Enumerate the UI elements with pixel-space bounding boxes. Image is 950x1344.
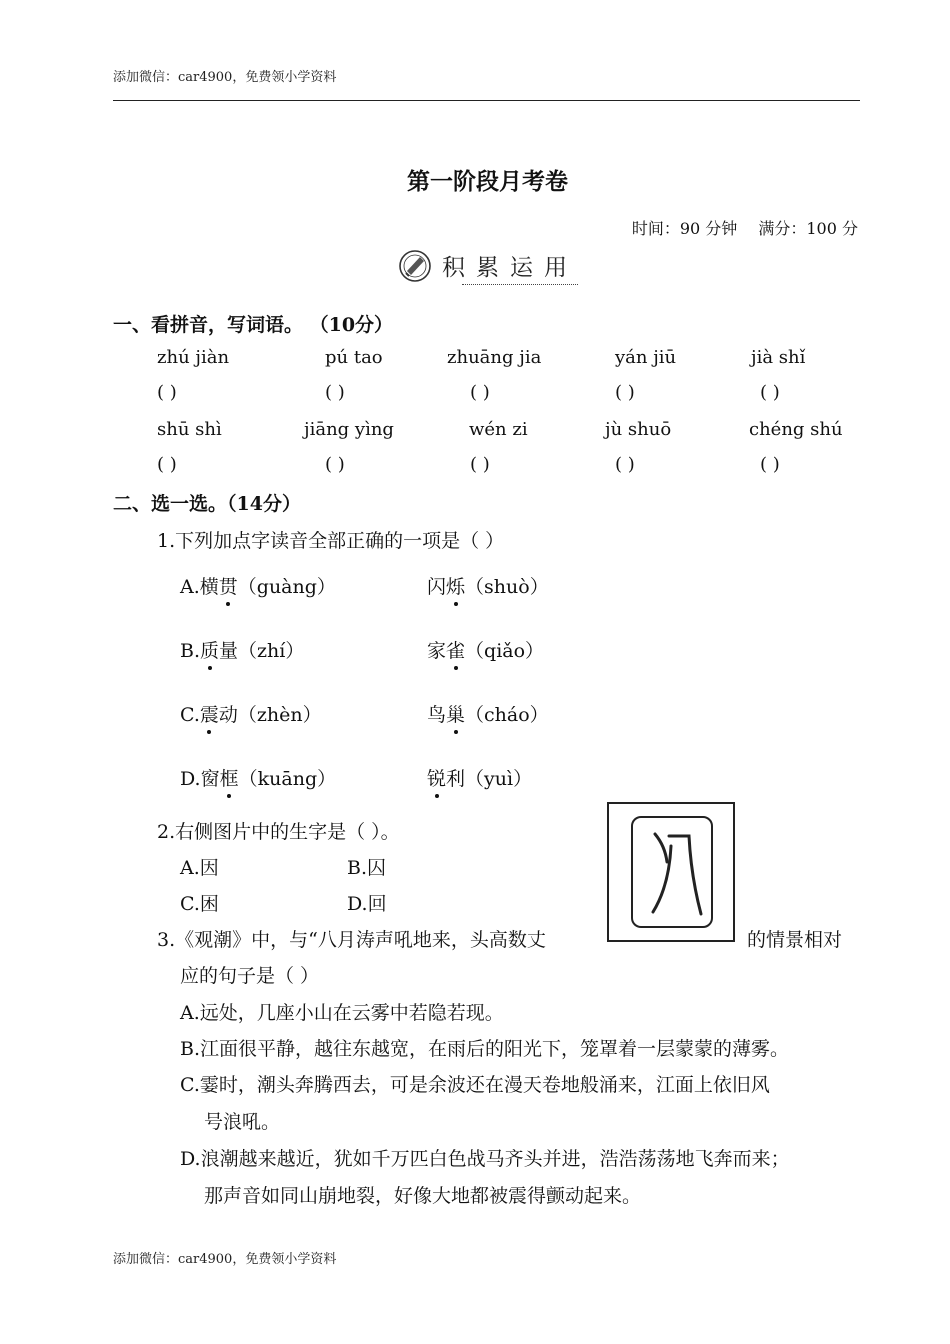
pinyin-9: jù shuō <box>605 419 672 440</box>
banner-label: 积累运用 <box>442 255 578 281</box>
exam-time: 时间：90 分钟 <box>631 219 738 238</box>
option-text: 闪 <box>427 576 447 598</box>
answer-blank[interactable]: ( ) <box>325 382 345 403</box>
q3-option-d-cont: 那声音如同山崩地裂，好像大地都被震得颤动起来。 <box>204 1185 642 1207</box>
q1-option-b-word1[interactable] <box>180 636 304 663</box>
option-text: 利（yuì） <box>446 768 533 790</box>
seal-glyph <box>631 816 713 928</box>
answer-blank[interactable]: ( ) <box>470 454 490 475</box>
q1-option-a-word2 <box>427 572 549 599</box>
q3-option-d[interactable]: D.浪潮越来越近，犹如千万匹白色战马齐头并进，浩浩荡荡地飞奔而来； <box>180 1148 790 1170</box>
option-text: 家 <box>427 640 447 662</box>
option-text: D.窗 <box>180 768 220 790</box>
pinyin-4: yán jiū <box>615 347 677 368</box>
dotted-char: 框 <box>220 764 239 791</box>
option-text: C. <box>180 704 200 726</box>
footer-note: 添加微信：car4900，免费领小学资料 <box>113 1252 337 1267</box>
dotted-char: 震 <box>200 700 219 727</box>
pinyin-2: pú tao <box>325 347 383 368</box>
q1-option-b-word2 <box>427 636 544 663</box>
header-note: 添加微信：car4900，免费领小学资料 <box>113 70 337 85</box>
option-text: （kuāng） <box>238 768 337 790</box>
dotted-char: 烁 <box>446 572 465 599</box>
pinyin-6: shū shì <box>157 419 222 440</box>
q3-option-b[interactable]: B.江面很平静，越往东越宽，在雨后的阳光下，笼罩着一层蒙蒙的薄雾。 <box>180 1038 790 1060</box>
answer-blank[interactable]: ( ) <box>325 454 345 475</box>
option-text: （shuò） <box>465 576 549 598</box>
dotted-char: 贯 <box>219 572 238 599</box>
answer-blank[interactable]: ( ) <box>760 454 780 475</box>
pinyin-10: chéng shú <box>749 419 843 440</box>
q3-stem-line2: 应的句子是（ ） <box>180 965 320 987</box>
q2-option-b[interactable]: B.囚 <box>347 857 387 879</box>
q1-option-d-word2 <box>427 764 532 791</box>
answer-blank[interactable]: ( ) <box>615 382 635 403</box>
option-text: （qiǎo） <box>465 640 545 662</box>
option-text: 动（zhèn） <box>218 704 322 726</box>
option-text: 鸟 <box>427 704 447 726</box>
section1-heading: 一、看拼音，写词语。 （10分） <box>113 314 394 336</box>
q2-option-c[interactable]: C.困 <box>180 893 219 915</box>
q3-option-c[interactable]: C.霎时，潮头奔腾西去，可是余波还在漫天卷地般涌来，江面上依旧风 <box>180 1074 770 1096</box>
dotted-char: 雀 <box>446 636 465 663</box>
option-text: （cháo） <box>465 704 549 726</box>
banner-underline <box>462 284 578 285</box>
answer-blank[interactable]: ( ) <box>760 382 780 403</box>
exam-meta <box>616 216 858 239</box>
pinyin-1: zhú jiàn <box>157 347 230 368</box>
exam-score: 满分：100 分 <box>758 219 858 238</box>
ancient-character-seal-icon <box>607 802 735 942</box>
q1-stem: 1.下列加点字读音全部正确的一项是（ ） <box>157 530 505 552</box>
page-title: 第一阶段月考卷 <box>407 168 568 195</box>
pinyin-3: zhuāng jia <box>447 347 542 368</box>
option-text: A.横 <box>180 576 219 598</box>
q3-option-a[interactable]: A.远处，几座小山在云雾中若隐若现。 <box>180 1002 504 1024</box>
dotted-char: 巢 <box>446 700 465 727</box>
header-divider <box>113 100 860 101</box>
q1-option-c-word2 <box>427 700 549 727</box>
dotted-char: 锐 <box>427 764 446 791</box>
answer-blank[interactable]: ( ) <box>157 454 177 475</box>
stamp-seal-icon <box>398 249 432 283</box>
answer-blank[interactable]: ( ) <box>157 382 177 403</box>
dotted-char: 质 <box>200 636 219 663</box>
q1-option-d-word1[interactable] <box>180 764 336 791</box>
option-text: 量（zhí） <box>219 640 305 662</box>
option-text: B. <box>180 640 201 662</box>
q2-stem: 2.右侧图片中的生字是（ ）。 <box>157 821 400 843</box>
q1-option-a-word1[interactable] <box>180 572 336 599</box>
q3-option-c-cont: 号浪吼。 <box>204 1111 281 1133</box>
q3-stem-line1-end: 的情景相对 <box>747 929 843 951</box>
pinyin-5: jià shǐ <box>751 347 806 368</box>
q2-option-a[interactable]: A.因 <box>180 857 219 879</box>
answer-blank[interactable]: ( ) <box>470 382 490 403</box>
q1-option-c-word1[interactable] <box>180 700 322 727</box>
pinyin-7: jiāng yìng <box>304 419 394 440</box>
section2-heading: 二、选一选。（14分） <box>113 493 301 515</box>
answer-blank[interactable]: ( ) <box>615 454 635 475</box>
pinyin-8: wén zi <box>469 419 528 440</box>
option-text: （guàng） <box>237 576 336 598</box>
q3-stem-line1: 3.《观潮》中，与“八月涛声吼地来，头高数丈 <box>157 929 546 951</box>
q2-option-d[interactable]: D.回 <box>347 893 387 915</box>
